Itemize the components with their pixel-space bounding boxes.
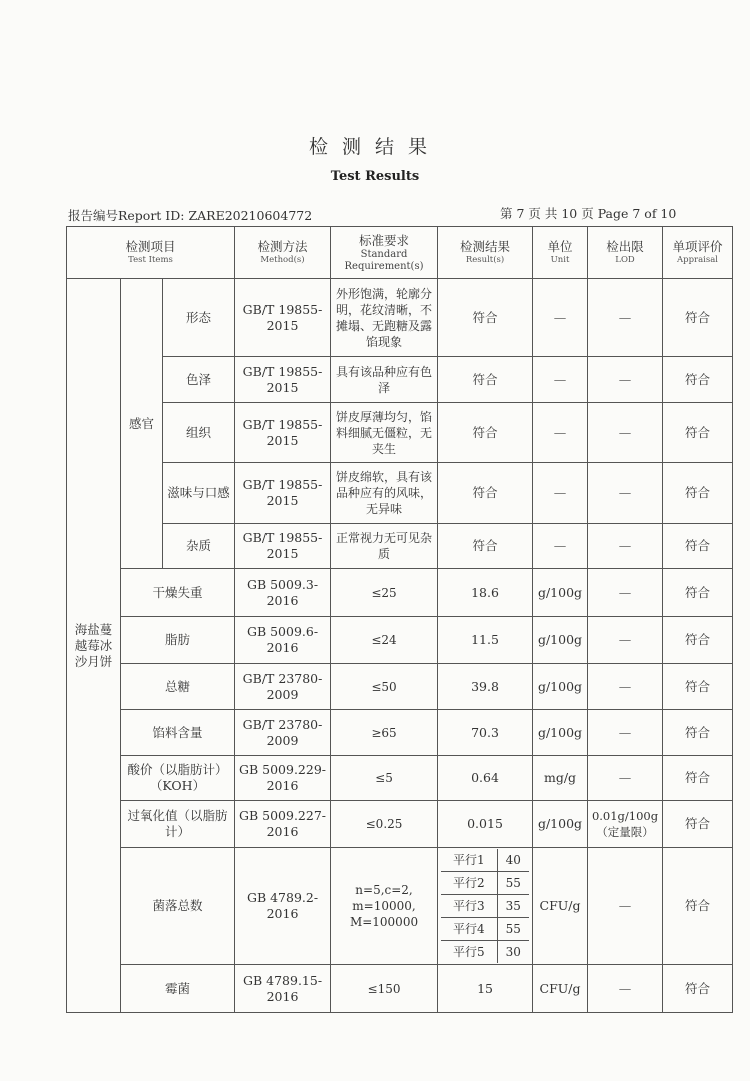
standard-cell: ≤150: [331, 965, 438, 1013]
table-row: [67, 279, 733, 357]
item-name: 过氧化值（以脂肪计）: [121, 801, 235, 848]
unit-cell: CFU/g: [533, 965, 588, 1013]
standard-cell: ≤24: [331, 617, 438, 664]
lod-cell: —: [588, 664, 663, 710]
table-row: [67, 664, 733, 710]
parallel-value: 30: [497, 941, 529, 964]
standard-cell: ≥65: [331, 710, 438, 756]
table-row: [67, 710, 733, 756]
method-cell: GB 5009.229-2016: [235, 756, 331, 801]
appraisal-cell: 符合: [663, 664, 733, 710]
parallel-label: 平行1: [441, 849, 497, 872]
appraisal-cell: 符合: [663, 756, 733, 801]
table-row: [67, 524, 733, 569]
lod-cell: —: [588, 756, 663, 801]
item-name: 菌落总数: [121, 848, 235, 965]
result-cell: 18.6: [438, 569, 533, 617]
result-cell: 符合: [438, 357, 533, 403]
lod-cell: —: [588, 463, 663, 524]
method-cell: GB/T 23780-2009: [235, 664, 331, 710]
header-standard: 标准要求 Standard Requirement(s): [331, 227, 438, 279]
standard-cell: 外形饱满，轮廓分明，花纹清晰，不摊塌、无跑糖及露馅现象: [331, 279, 438, 357]
table-row: [67, 357, 733, 403]
appraisal-cell: 符合: [663, 848, 733, 965]
method-cell: GB/T 19855-2015: [235, 357, 331, 403]
appraisal-cell: 符合: [663, 403, 733, 463]
parallel-row: [441, 941, 529, 964]
parallel-label: 平行5: [441, 941, 497, 964]
item-name: 霉菌: [121, 965, 235, 1013]
result-cell: 70.3: [438, 710, 533, 756]
appraisal-cell: 符合: [663, 801, 733, 848]
standard-cell: 具有该品种应有色泽: [331, 357, 438, 403]
result-cell: 39.8: [438, 664, 533, 710]
parallel-value: 40: [497, 849, 529, 872]
header-item: 检测项目 Test Items: [67, 227, 235, 279]
table-row: [67, 403, 733, 463]
page-number: 第 7 页 共 10 页 Page 7 of 10: [500, 206, 677, 221]
table-row: [67, 801, 733, 848]
standard-cell: ≤5: [331, 756, 438, 801]
header-appraisal: 单项评价 Appraisal: [663, 227, 733, 279]
lod-cell: —: [588, 965, 663, 1013]
parallel-row: [441, 918, 529, 941]
parallel-label: 平行4: [441, 918, 497, 941]
lod-cell: —: [588, 403, 663, 463]
parallel-value: 55: [497, 872, 529, 895]
appraisal-cell: 符合: [663, 463, 733, 524]
method-cell: GB 5009.6-2016: [235, 617, 331, 664]
method-cell: GB/T 19855-2015: [235, 279, 331, 357]
method-cell: GB 5009.227-2016: [235, 801, 331, 848]
item-name: 脂肪: [121, 617, 235, 664]
lod-cell: —: [588, 357, 663, 403]
method-cell: GB/T 23780-2009: [235, 710, 331, 756]
sensory-group-label: 感官: [121, 279, 163, 569]
parallel-label: 平行2: [441, 872, 497, 895]
parallel-row: [441, 872, 529, 895]
item-name: 形态: [163, 279, 235, 357]
result-cell: 符合: [438, 524, 533, 569]
result-cell: 0.015: [438, 801, 533, 848]
header-lod: 检出限 LOD: [588, 227, 663, 279]
appraisal-cell: 符合: [663, 965, 733, 1013]
standard-cell: 饼皮绵软，具有该品种应有的风味，无异味: [331, 463, 438, 524]
unit-cell: CFU/g: [533, 848, 588, 965]
header-unit: 单位 Unit: [533, 227, 588, 279]
unit-cell: g/100g: [533, 664, 588, 710]
unit-cell: g/100g: [533, 801, 588, 848]
unit-cell: —: [533, 357, 588, 403]
lod-cell: —: [588, 524, 663, 569]
item-name: 总糖: [121, 664, 235, 710]
result-cell: 符合: [438, 279, 533, 357]
unit-cell: g/100g: [533, 617, 588, 664]
standard-cell: 饼皮厚薄均匀，馅料细腻无僵粒，无夹生: [331, 403, 438, 463]
result-cell: 符合: [438, 463, 533, 524]
unit-cell: —: [533, 463, 588, 524]
method-cell: GB 5009.3-2016: [235, 569, 331, 617]
report-id: 报告编号Report ID: ZARE20210604772: [68, 208, 313, 223]
table-row: [67, 965, 733, 1013]
standard-cell: ≤50: [331, 664, 438, 710]
item-name: 杂质: [163, 524, 235, 569]
result-cell: 15: [438, 965, 533, 1013]
appraisal-cell: 符合: [663, 524, 733, 569]
item-name: 酸价（以脂肪计）（KOH）: [121, 756, 235, 801]
unit-cell: —: [533, 279, 588, 357]
parallel-value: 55: [497, 918, 529, 941]
standard-cell: ≤25: [331, 569, 438, 617]
result-cell: 0.64: [438, 756, 533, 801]
appraisal-cell: 符合: [663, 569, 733, 617]
parallel-row: [441, 849, 529, 872]
table-row: [67, 756, 733, 801]
result-cell: [438, 848, 533, 965]
method-cell: GB/T 19855-2015: [235, 403, 331, 463]
unit-cell: g/100g: [533, 710, 588, 756]
appraisal-cell: 符合: [663, 357, 733, 403]
unit-cell: mg/g: [533, 756, 588, 801]
table-header-row: [67, 227, 733, 279]
unit-cell: —: [533, 524, 588, 569]
item-name: 色泽: [163, 357, 235, 403]
lod-cell: —: [588, 617, 663, 664]
appraisal-cell: 符合: [663, 279, 733, 357]
parallel-value: 35: [497, 895, 529, 918]
lod-cell: 0.01g/100g（定量限）: [588, 801, 663, 848]
table-row: [67, 617, 733, 664]
lod-cell: —: [588, 569, 663, 617]
method-cell: GB 4789.15-2016: [235, 965, 331, 1013]
standard-cell: n=5,c=2, m=10000, M=100000: [331, 848, 438, 965]
method-cell: GB/T 19855-2015: [235, 524, 331, 569]
lod-cell: —: [588, 710, 663, 756]
standard-cell: 正常视力无可见杂质: [331, 524, 438, 569]
unit-cell: —: [533, 403, 588, 463]
result-cell: 符合: [438, 403, 533, 463]
lod-cell: —: [588, 848, 663, 965]
parallel-results: [441, 849, 529, 963]
header-result: 检测结果 Result(s): [438, 227, 533, 279]
unit-cell: g/100g: [533, 569, 588, 617]
standard-cell: ≤0.25: [331, 801, 438, 848]
product-name: 海盐蔓越莓冰沙月饼: [67, 279, 121, 1013]
page-title: 检测结果: [308, 136, 441, 158]
method-cell: GB 4789.2-2016: [235, 848, 331, 965]
item-name: 滋味与口感: [163, 463, 235, 524]
method-cell: GB/T 19855-2015: [235, 463, 331, 524]
appraisal-cell: 符合: [663, 710, 733, 756]
parallel-row: [441, 895, 529, 918]
appraisal-cell: 符合: [663, 617, 733, 664]
table-row: [67, 848, 733, 965]
parallel-label: 平行3: [441, 895, 497, 918]
header-method: 检测方法 Method(s): [235, 227, 331, 279]
results-table: [66, 226, 733, 1013]
table-row: [67, 569, 733, 617]
item-name: 馅料含量: [121, 710, 235, 756]
table-row: [67, 463, 733, 524]
page-title-english: Test Results: [330, 169, 420, 184]
lod-cell: —: [588, 279, 663, 357]
item-name: 干燥失重: [121, 569, 235, 617]
item-name: 组织: [163, 403, 235, 463]
result-cell: 11.5: [438, 617, 533, 664]
